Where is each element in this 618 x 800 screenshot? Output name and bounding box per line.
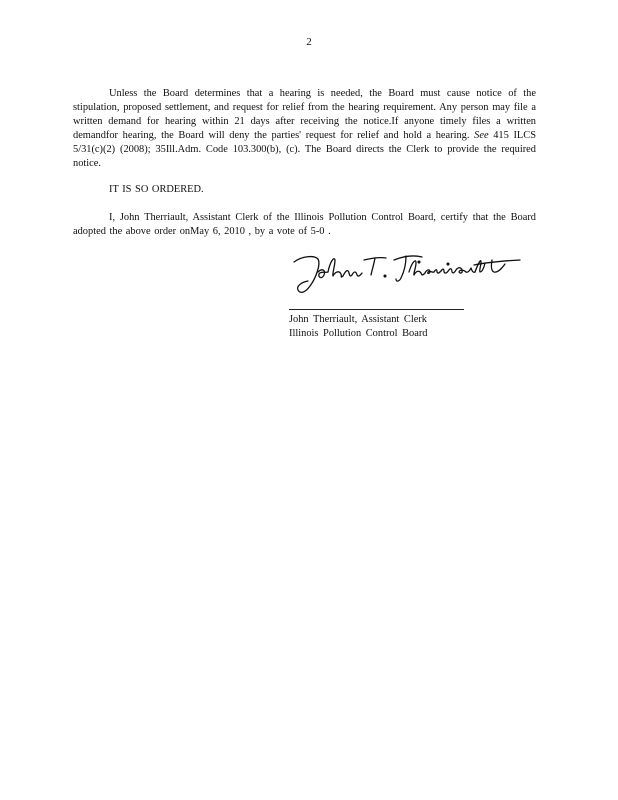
notice-text-part1: Unless the Board determines that a hearing is needed, the Board must cause notice of the stipulation, proposed settlement, and request for relief from the hearing requirement. Any person may file a written demand for hearing within 21 days after receiving the notice.If anyone timely files a written demandfor hearing, the Board will deny the parties' request for relief and hold a hearing. (73, 88, 536, 141)
signature-line (289, 309, 464, 310)
signer-organization: Illinois Pollution Control Board (289, 328, 428, 339)
signer-name-title: John Therriault, Assistant Clerk (289, 314, 427, 325)
notice-paragraph (73, 87, 536, 171)
order-statement: IT IS SO ORDERED. (109, 184, 204, 195)
notice-text-part2: 415 ILCS 5/31(c)(2) (2008); 35Ill.Adm. Code 103.300(b), (c). The Board directs the Clerk to provide the required notice. (73, 130, 536, 169)
handwritten-signature (288, 248, 528, 300)
page-number: 2 (306, 36, 312, 48)
certification-paragraph: I, John Therriault, Assistant Clerk of the Illinois Pollution Control Board, certify that the Board adopted the above order onMay 6, 2010 , by a vote of 5-0 . (73, 212, 536, 237)
see-citation-signal: See (474, 130, 489, 141)
signature-block (289, 313, 428, 341)
